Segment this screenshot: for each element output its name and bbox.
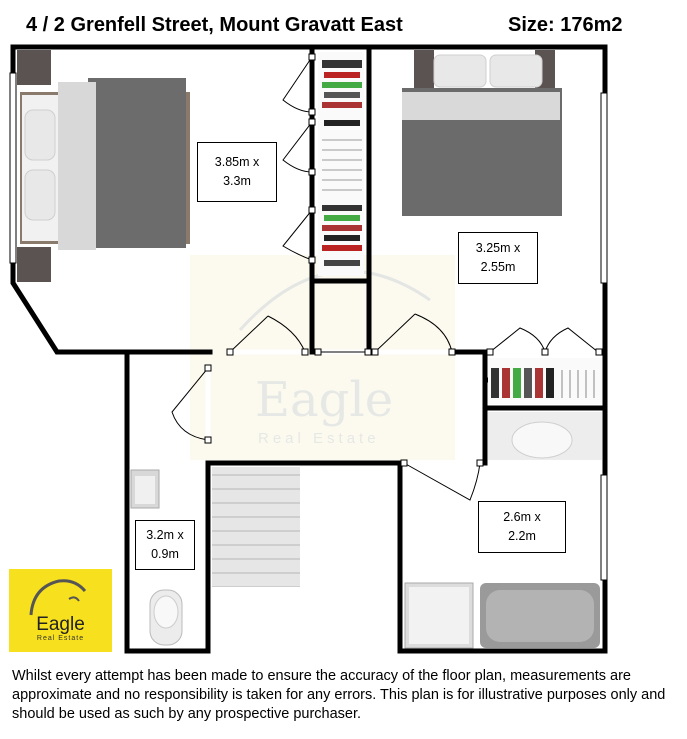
eagle-logo <box>9 569 112 652</box>
plan-address-title: 4 / 2 Grenfell Street, Mount Gravatt East <box>26 14 403 36</box>
vanity-basin <box>488 412 602 460</box>
watermark-word: Eagle <box>255 372 394 428</box>
room-label-toilet <box>135 520 195 570</box>
watermark-sub: Real Estate <box>258 430 380 447</box>
room-dim-line-2: 2.2m <box>508 529 536 543</box>
bed-right <box>402 50 562 216</box>
room-dim-line-2: 3.3m <box>223 174 251 188</box>
room-dim-line-2: 0.9m <box>151 547 179 561</box>
room-label-bedroom-2 <box>458 232 538 284</box>
room-label-bedroom-1 <box>197 142 277 202</box>
room-dim-line-1: 3.2m x <box>146 528 184 542</box>
linen-cupboard <box>488 358 602 404</box>
shower <box>405 583 473 648</box>
toilet <box>150 590 182 645</box>
eagle-head-icon <box>9 569 112 619</box>
room-dim-line-1: 3.85m x <box>214 155 260 169</box>
disclaimer-text: Whilst every attempt has been made to ensure the accuracy of the floor plan, measurements are approximate and no responsibility is taken for any errors. This plan is for illustrative purposes only and should be used as such by any prospective purchaser. <box>12 668 666 722</box>
bathtub <box>480 583 600 648</box>
bed-left <box>17 50 190 282</box>
room-dim-line-2: 2.55m <box>480 260 516 274</box>
logo-word: Eagle <box>36 614 85 635</box>
logo-sub: Real Estate <box>36 635 85 642</box>
laundry-tub <box>131 470 159 508</box>
room-dim-line-1: 2.6m x <box>503 510 541 524</box>
room-label-bathroom <box>478 501 566 553</box>
plan-size-title: Size: 176m2 <box>508 14 623 36</box>
wardrobe-clothes-left <box>318 52 364 276</box>
room-dim-line-1: 3.25m x <box>475 241 521 255</box>
stairs <box>212 467 300 587</box>
